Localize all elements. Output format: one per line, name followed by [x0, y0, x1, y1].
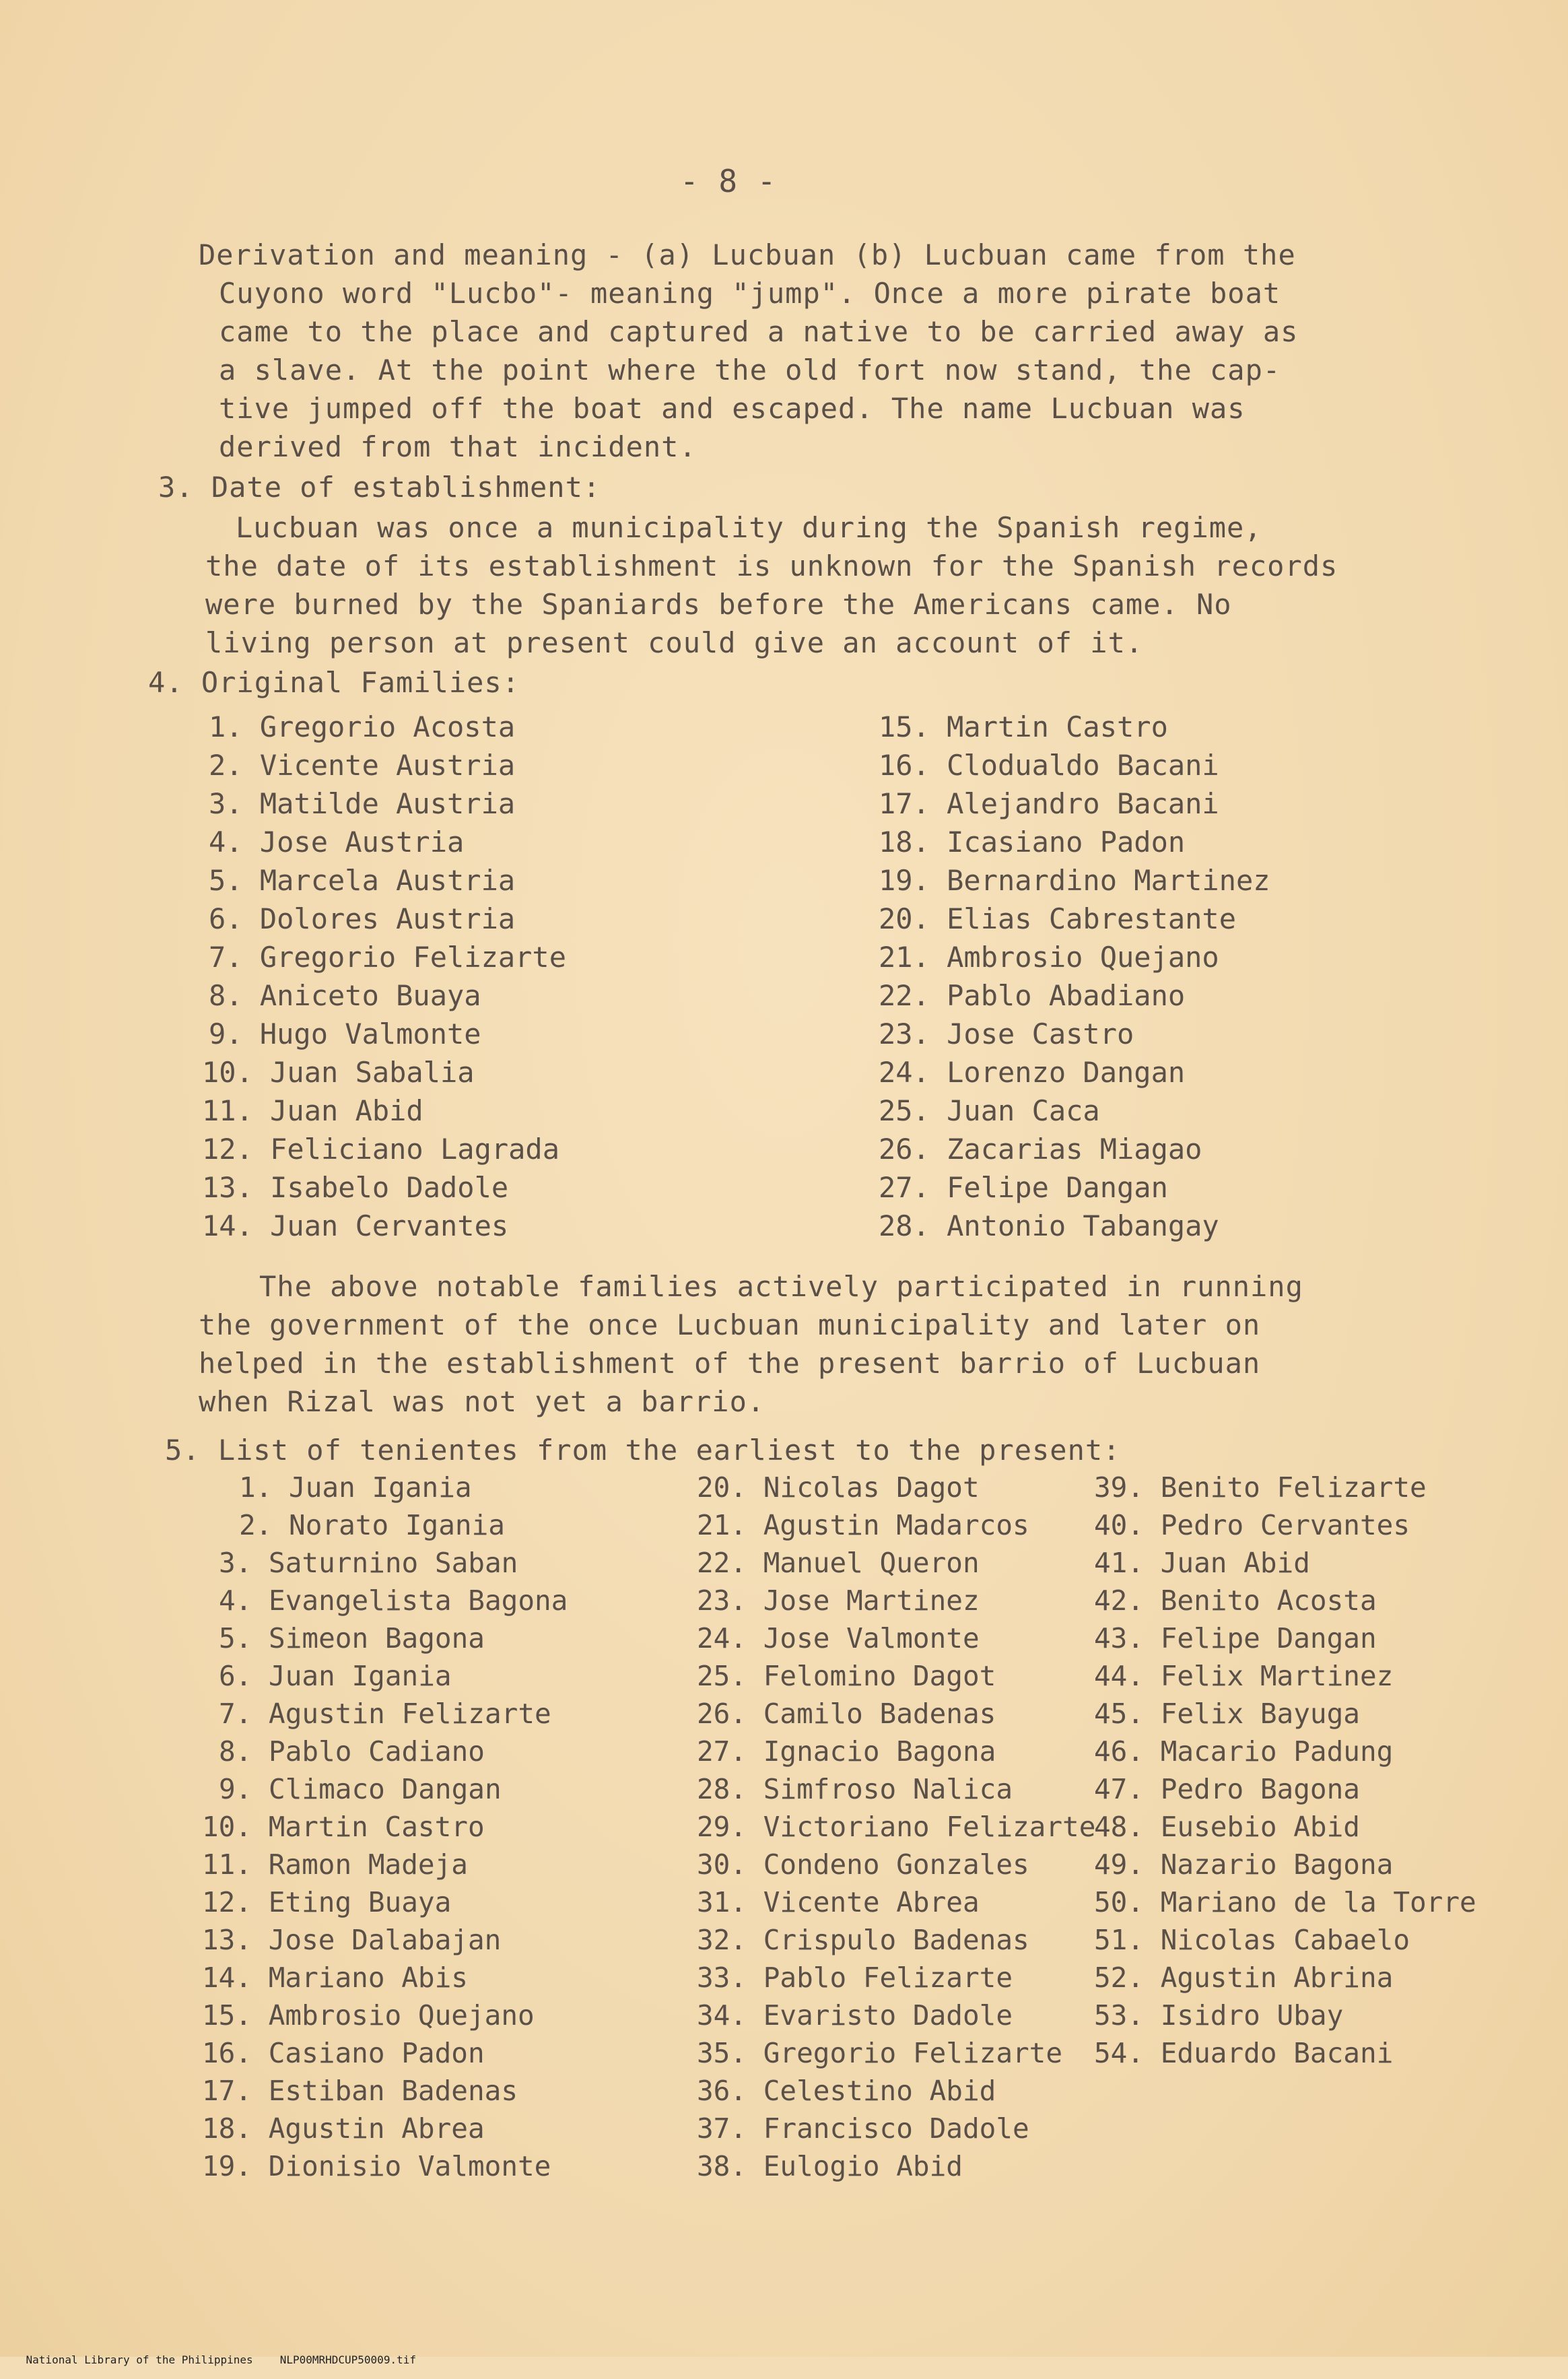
footer-library-name: National Library of the Philippines: [26, 2353, 253, 2366]
family-item: 17. Alejandro Bacani: [879, 787, 1219, 820]
family-item: 25. Juan Caca: [879, 1094, 1100, 1127]
teniente-item: 13. Jose Dalabajan: [202, 1924, 502, 1956]
derivation-line: came to the place and captured a native to be carried away as: [219, 315, 1299, 348]
tenientes-column-1: [202, 1471, 568, 2188]
teniente-item: 48. Eusebio Abid: [1094, 1811, 1360, 1843]
teniente-item: 30. Condeno Gonzales: [697, 1848, 1029, 1881]
families-note-line: the government of the once Lucbuan municipality and later on: [199, 1308, 1261, 1341]
family-item: 28. Antonio Tabangay: [879, 1209, 1219, 1242]
teniente-item: 50. Mariano de la Torre: [1094, 1886, 1476, 1918]
teniente-item: 18. Agustin Abrea: [202, 2112, 485, 2145]
teniente-item: 22. Manuel Queron: [697, 1547, 980, 1579]
derivation-line: Cuyono word "Lucbo"- meaning "jump". Once a more pirate boat: [219, 277, 1281, 310]
family-item: 22. Pablo Abadiano: [879, 979, 1186, 1012]
teniente-item: 6. Juan Igania: [219, 1660, 452, 1692]
teniente-item: 31. Vicente Abrea: [697, 1886, 980, 1918]
family-item: 9. Hugo Valmonte: [209, 1017, 481, 1050]
family-item: 5. Marcela Austria: [209, 864, 516, 897]
teniente-item: 10. Martin Castro: [202, 1811, 485, 1843]
teniente-item: 7. Agustin Felizarte: [219, 1698, 551, 1730]
family-item: 12. Feliciano Lagrada: [202, 1133, 560, 1166]
teniente-item: 54. Eduardo Bacani: [1094, 2037, 1394, 2069]
teniente-item: 8. Pablo Cadiano: [219, 1735, 485, 1768]
family-item: 24. Lorenzo Dangan: [879, 1056, 1186, 1089]
family-item: 13. Isabelo Dadole: [202, 1171, 509, 1204]
teniente-item: 52. Agustin Abrina: [1094, 1962, 1394, 1994]
family-item: 27. Felipe Dangan: [879, 1171, 1168, 1204]
footer-file-name: NLP00MRHDCUP50009.tif: [279, 2353, 416, 2366]
teniente-item: 43. Felipe Dangan: [1094, 1622, 1377, 1654]
section-5-heading: 5. List of tenientes from the earliest to the present:: [165, 1434, 1121, 1467]
teniente-item: 41. Juan Abid: [1094, 1547, 1310, 1579]
families-note-line: helped in the establishment of the present barrio of Lucbuan: [199, 1347, 1261, 1380]
teniente-item: 45. Felix Bayuga: [1094, 1698, 1360, 1730]
scan-footer: [0, 2341, 443, 2379]
family-item: 4. Jose Austria: [209, 826, 465, 859]
section-3-line: Lucbuan was once a municipality during the Spanish regime,: [236, 511, 1262, 544]
teniente-item: 35. Gregorio Felizarte: [697, 2037, 1063, 2069]
page-number: - 8 -: [680, 163, 777, 199]
teniente-item: 39. Benito Felizarte: [1094, 1471, 1427, 1504]
teniente-item: 14. Mariano Abis: [202, 1962, 468, 1994]
section-3-line: the date of its establishment is unknown for the Spanish records: [205, 549, 1338, 582]
family-item: 2. Vicente Austria: [209, 749, 516, 782]
families-column-1: [202, 710, 567, 1248]
teniente-item: 38. Eulogio Abid: [697, 2150, 963, 2182]
teniente-item: 33. Pablo Felizarte: [697, 1962, 1013, 1994]
teniente-item: 15. Ambrosio Quejano: [202, 1999, 535, 2032]
teniente-item: 29. Victoriano Felizarte: [697, 1811, 1096, 1843]
family-item: 15. Martin Castro: [879, 710, 1168, 743]
teniente-item: 11. Ramon Madeja: [202, 1848, 468, 1881]
teniente-item: 27. Ignacio Bagona: [697, 1735, 996, 1768]
teniente-item: 19. Dionisio Valmonte: [202, 2150, 551, 2182]
derivation-line: derived from that incident.: [219, 430, 697, 463]
family-item: 14. Juan Cervantes: [202, 1209, 509, 1242]
family-item: 16. Clodualdo Bacani: [879, 749, 1219, 782]
family-item: 3. Matilde Austria: [209, 787, 516, 820]
derivation-line: tive jumped off the boat and escaped. The name Lucbuan was: [219, 392, 1246, 425]
teniente-item: 47. Pedro Bagona: [1094, 1773, 1360, 1805]
teniente-item: 5. Simeon Bagona: [219, 1622, 485, 1654]
family-item: 26. Zacarias Miagao: [879, 1133, 1202, 1166]
tenientes-column-2: [697, 1471, 1095, 2188]
derivation-line: a slave. At the point where the old fort now stand, the cap-: [219, 354, 1281, 387]
family-item: 7. Gregorio Felizarte: [209, 941, 567, 974]
teniente-item: 23. Jose Martinez: [697, 1584, 980, 1617]
teniente-item: 26. Camilo Badenas: [697, 1698, 996, 1730]
teniente-item: 51. Nicolas Cabaelo: [1094, 1924, 1410, 1956]
family-item: 18. Icasiano Padon: [879, 826, 1186, 859]
family-item: 20. Elias Cabrestante: [879, 902, 1237, 935]
teniente-item: 53. Isidro Ubay: [1094, 1999, 1344, 2032]
teniente-item: 37. Francisco Dadole: [697, 2112, 1029, 2145]
family-item: 6. Dolores Austria: [209, 902, 516, 935]
teniente-item: 44. Felix Martinez: [1094, 1660, 1394, 1692]
section-3-heading: 3. Date of establishment:: [158, 471, 601, 504]
teniente-item: 21. Agustin Madarcos: [697, 1509, 1029, 1541]
families-note-line: The above notable families actively participated in running: [259, 1270, 1303, 1303]
teniente-item: 28. Simfroso Nalica: [697, 1773, 1013, 1805]
teniente-item: 36. Celestino Abid: [697, 2075, 996, 2107]
teniente-item: 49. Nazario Bagona: [1094, 1848, 1394, 1881]
section-3-line: were burned by the Spaniards before the Americans came. No: [205, 588, 1232, 621]
family-item: 21. Ambrosio Quejano: [879, 941, 1219, 974]
teniente-item: 9. Climaco Dangan: [219, 1773, 502, 1805]
teniente-item: 20. Nicolas Dagot: [697, 1471, 980, 1504]
teniente-item: 2. Norato Igania: [239, 1509, 505, 1541]
teniente-item: 46. Macario Padung: [1094, 1735, 1394, 1768]
teniente-item: 3. Saturnino Saban: [219, 1547, 518, 1579]
section-3-line: living person at present could give an account of it.: [205, 626, 1144, 659]
teniente-item: 24. Jose Valmonte: [697, 1622, 980, 1654]
teniente-item: 17. Estiban Badenas: [202, 2075, 518, 2107]
teniente-item: 25. Felomino Dagot: [697, 1660, 996, 1692]
derivation-line: Derivation and meaning - (a) Lucbuan (b) Lucbuan came from the: [199, 238, 1296, 271]
teniente-item: 1. Juan Igania: [239, 1471, 472, 1504]
teniente-item: 4. Evangelista Bagona: [219, 1584, 568, 1617]
section-4-heading: 4. Original Families:: [148, 666, 520, 699]
teniente-item: 32. Crispulo Badenas: [697, 1924, 1029, 1956]
teniente-item: 40. Pedro Cervantes: [1094, 1509, 1410, 1541]
tenientes-column-3: [1094, 1471, 1476, 2075]
teniente-item: 12. Eting Buaya: [202, 1886, 452, 1918]
family-item: 23. Jose Castro: [879, 1017, 1134, 1050]
family-item: 10. Juan Sabalia: [202, 1056, 475, 1089]
family-item: 19. Bernardino Martinez: [879, 864, 1270, 897]
family-item: 1. Gregorio Acosta: [209, 710, 516, 743]
teniente-item: 42. Benito Acosta: [1094, 1584, 1377, 1617]
family-item: 11. Juan Abid: [202, 1094, 423, 1127]
family-item: 8. Aniceto Buaya: [209, 979, 481, 1012]
families-column-2: [879, 710, 1270, 1248]
teniente-item: 16. Casiano Padon: [202, 2037, 485, 2069]
families-note-line: when Rizal was not yet a barrio.: [199, 1385, 765, 1418]
teniente-item: 34. Evaristo Dadole: [697, 1999, 1013, 2032]
